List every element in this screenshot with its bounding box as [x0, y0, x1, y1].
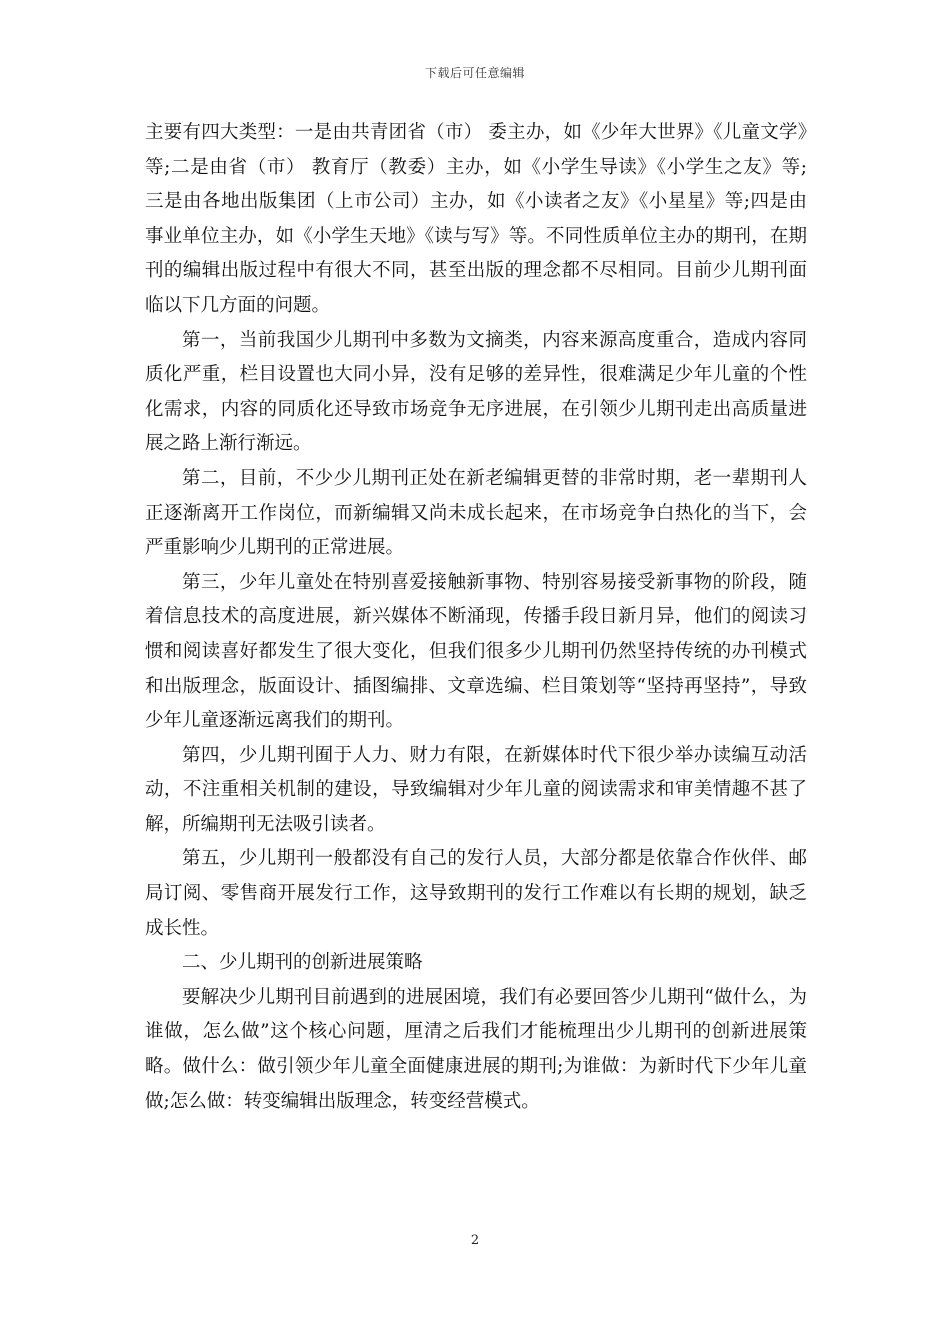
paragraph-continuation: 主要有四大类型：一是由共青团省（市） 委主办，如《少年大世界》《儿童文学》等;二是由省（市） 教育厅（教委）主办，如《小学生导读》《小学生之友》等; 三是由各地出版集团（上市公司）主办，如《小读者之友》《小星星》等;四是由事业单位主办，如《小学生天地》《读与写》等。不同性质单位主办的期刊，在期刊的编辑出版过程中有很大不同，甚至出版的理念都不尽相同。目前少儿期刊面临以下几方面的问题。	[145, 122, 807, 316]
paragraph-strategy: 要解决少儿期刊目前遇到的进展困境，我们有必要回答少儿期刊“做什么，为谁做，怎么做”这个核心问题，厘清之后我们才能梳理出少儿期刊的创新进展策略。做什么：做引领少年儿童全面健康进展的期刊;为谁做：为新时代下少年儿童做;怎么做：转变编辑出版理念，转变经营模式。	[145, 986, 807, 1112]
paragraph-problem-2: 第二，目前，不少少儿期刊正处在新老编辑更替的非常时期，老一辈期刊人正逐渐离开工作岗位，而新编辑又尚未成长起来，在市场竞争白热化的当下，会严重影响少儿期刊的正常进展。	[145, 467, 807, 559]
paragraph-problem-3: 第三，少年儿童处在特别喜爱接触新事物、特别容易接受新事物的阶段，随着信息技术的高度进展，新兴媒体不断涌现，传播手段日新月异，他们的阅读习惯和阅读喜好都发生了很大变化，但我们很多少儿期刊仍然坚持传统的办刊模式和出版理念，版面设计、插图编排、文章选编、栏目策划等“坚持再坚持”，导致少年儿童逐渐远离我们的期刊。	[145, 571, 807, 732]
paragraph-problem-4: 第四，少儿期刊囿于人力、财力有限，在新媒体时代下很少举办读编互动活动，不注重相关机制的建设，导致编辑对少年儿童的阅读需求和审美情趣不甚了解，所编期刊无法吸引读者。	[145, 744, 807, 835]
body-text	[145, 116, 807, 1119]
paragraph-problem-5: 第五，少儿期刊一般都没有自己的发行人员，大部分都是依靠合作伙伴、邮局订阅、零售商开展发行工作，这导致期刊的发行工作难以有长期的规划，缺乏成长性。	[145, 848, 807, 939]
page-header: 下载后可任意编辑	[424, 66, 525, 80]
section-heading: 二、少儿期刊的创新进展策略	[182, 952, 423, 974]
page-number: 2	[470, 1233, 480, 1248]
paragraph-problem-1: 第一，当前我国少儿期刊中多数为文摘类，内容来源高度重合，造成内容同质化严重，栏目设置也大同小异，没有足够的差异性，很难满足少年儿童的个性化需求，内容的同质化还导致市场竞争无序进展，在引领少儿期刊走出高质量进展之路上渐行渐远。	[145, 329, 807, 455]
